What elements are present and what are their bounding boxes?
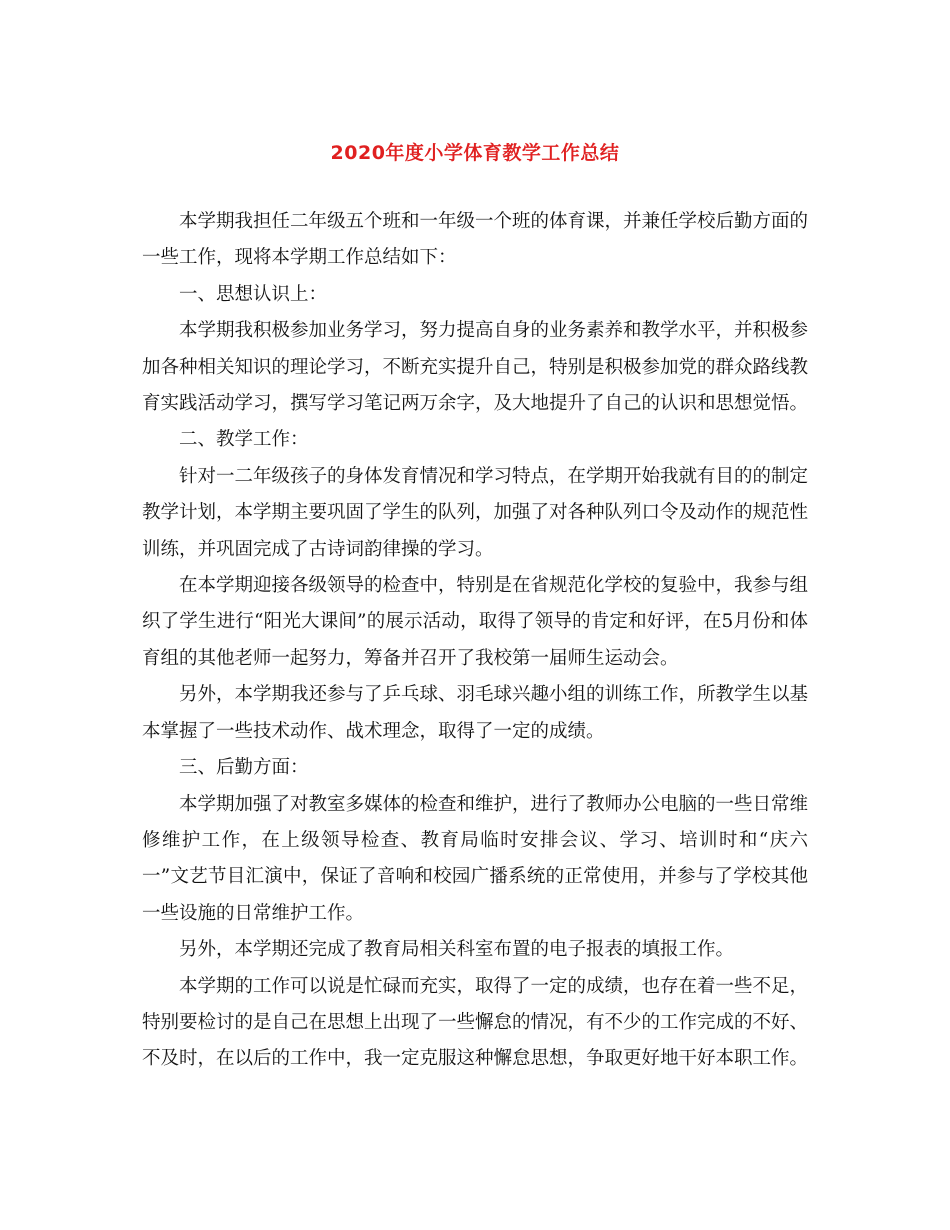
paragraph-teaching-inspection: 在本学期迎接各级领导的检查中，特别是在省规范化学校的复验中，我参与组织了学生进行“阳光大课间”的展示活动，取得了领导的肯定和好评，在5月份和体育组的其他老师一起努力，筹备并召开了我校第一届师生运动会。 [142, 575, 809, 669]
paragraph-conclusion: 本学期的工作可以说是忙碌而充实，取得了一定的成绩，也存在着一些不足，特别要检讨的是自己在思想上出现了一些懈怠的情况，有不少的工作完成的不好、不及时，在以后的工作中，我一定克服这种懈怠思想，争取更好地干好本职工作。 [142, 975, 809, 1070]
document-title: 2020年度小学体育教学工作总结 [330, 142, 620, 164]
paragraph-teaching-clubs: 另外，本学期我还参与了乒乓球、羽毛球兴趣小组的训练工作，所教学生以基本掌握了一些技术动作、战术理念，取得了一定的成绩。 [142, 684, 809, 742]
paragraph-teaching-plan: 针对一二年级孩子的身体发育情况和学习特点，在学期开始我就有目的的制定教学计划，本学期主要巩固了学生的队列，加强了对各种队列口令及动作的规范性训练，并巩固完成了古诗词韵律操的学习。 [142, 465, 809, 560]
section-heading-thought: 一、思想认识上： [179, 283, 328, 305]
paragraph-logistics-maintenance: 本学期加强了对教室多媒体的检查和维护，进行了教师办公电脑的一些日常维修维护工作，在上级领导检查、教育局临时安排会议、学习、培训时和“庆六一”文艺节目汇演中，保证了音响和校园广播系统的正常使用，并参与了学校其他一些设施的日常维护工作。 [142, 793, 809, 924]
paragraph-intro: 本学期我担任二年级五个班和一年级一个班的体育课，并兼任学校后勤方面的一些工作，现将本学期工作总结如下： [142, 211, 809, 269]
paragraph-logistics-reports: 另外，本学期还完成了教育局相关科室布置的电子报表的填报工作。 [179, 939, 735, 961]
paragraph-thought: 本学期我积极参加业务学习，努力提高自身的业务素养和教学水平，并积极参加各种相关知识的理论学习，不断充实提升自己，特别是积极参加党的群众路线教育实践活动学习，撰写学习笔记两万余字，及大地提升了自己的认识和思想觉悟。 [142, 320, 809, 415]
document-body [142, 204, 808, 1078]
section-heading-logistics: 三、后勤方面： [179, 757, 309, 779]
section-heading-teaching: 二、教学工作： [179, 429, 309, 451]
